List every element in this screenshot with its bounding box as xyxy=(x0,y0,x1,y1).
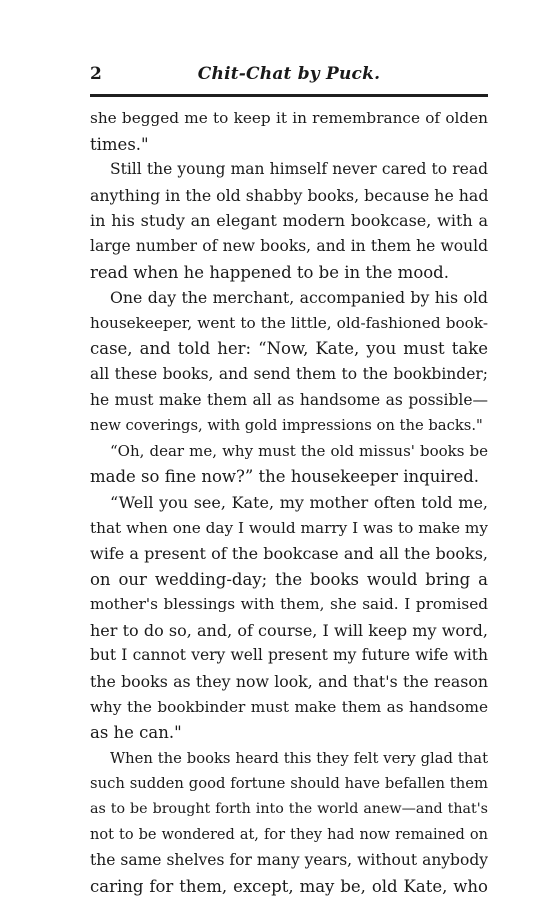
text-line: “Oh, dear me, why must the old missus' books be xyxy=(110,441,488,460)
text-line: on our wedding-day; the books would bring a xyxy=(90,569,488,589)
text-line: not to be wondered at, for they had now remained on xyxy=(90,826,488,843)
header-rule xyxy=(90,94,488,97)
text-line: as he can." xyxy=(90,723,182,743)
text-line: in his study an elegant modern bookcase, with a xyxy=(90,211,488,231)
text-line: he must make them all as handsome as possible— xyxy=(90,390,488,409)
text-line: that when one day I would marry I was to make my xyxy=(90,518,488,537)
running-title: Chit-Chat by Puck. xyxy=(197,64,381,84)
text-line: the same shelves for many years, without anybody xyxy=(90,851,488,870)
text-line: read when he happened to be in the mood. xyxy=(90,262,449,282)
text-line: “Well you see, Kate, my mother often told me, xyxy=(110,492,488,512)
text-line: why the bookbinder must make them as handsome xyxy=(90,697,488,716)
text-line: times." xyxy=(90,134,149,154)
text-line: anything in the old shabby books, because he had xyxy=(90,185,489,205)
running-head xyxy=(90,64,488,88)
text-line: case, and told her: “Now, Kate, you must take xyxy=(90,339,488,359)
text-line: the books as they now look, and that's the reason xyxy=(90,672,488,692)
text-line: made so fine now?” the housekeeper inquired. xyxy=(90,467,480,487)
text-line: she begged me to keep it in remembrance of olden xyxy=(90,109,488,127)
text-line: Still the young man himself never cared to read xyxy=(110,160,488,179)
text-line: When the books heard this they felt very glad that xyxy=(110,749,488,767)
text-line: housekeeper, went to the little, old-fashioned book- xyxy=(90,313,488,332)
text-line: her to do so, and, of course, I will keep my word, xyxy=(90,620,488,640)
body-text xyxy=(90,106,488,899)
text-line: mother's blessings with them, she said. I promised xyxy=(90,595,488,614)
text-line: new coverings, with gold impressions on the backs." xyxy=(90,417,483,435)
text-line: but I cannot very well present my future wife with xyxy=(90,646,488,665)
text-line: all these books, and send them to the bookbinder; xyxy=(90,364,488,383)
text-line: caring for them, except, may be, old Kate, who xyxy=(90,876,488,896)
page-number: 2 xyxy=(90,64,103,84)
text-line: One day the merchant, accompanied by his old xyxy=(110,288,488,308)
text-line: such sudden good fortune should have befallen them xyxy=(90,775,488,793)
text-line: wife a present of the bookcase and all the books, xyxy=(90,544,488,564)
text-line: as to be brought forth into the world anew—and that's xyxy=(90,801,488,818)
text-line: large number of new books, and in them he would xyxy=(90,236,488,255)
